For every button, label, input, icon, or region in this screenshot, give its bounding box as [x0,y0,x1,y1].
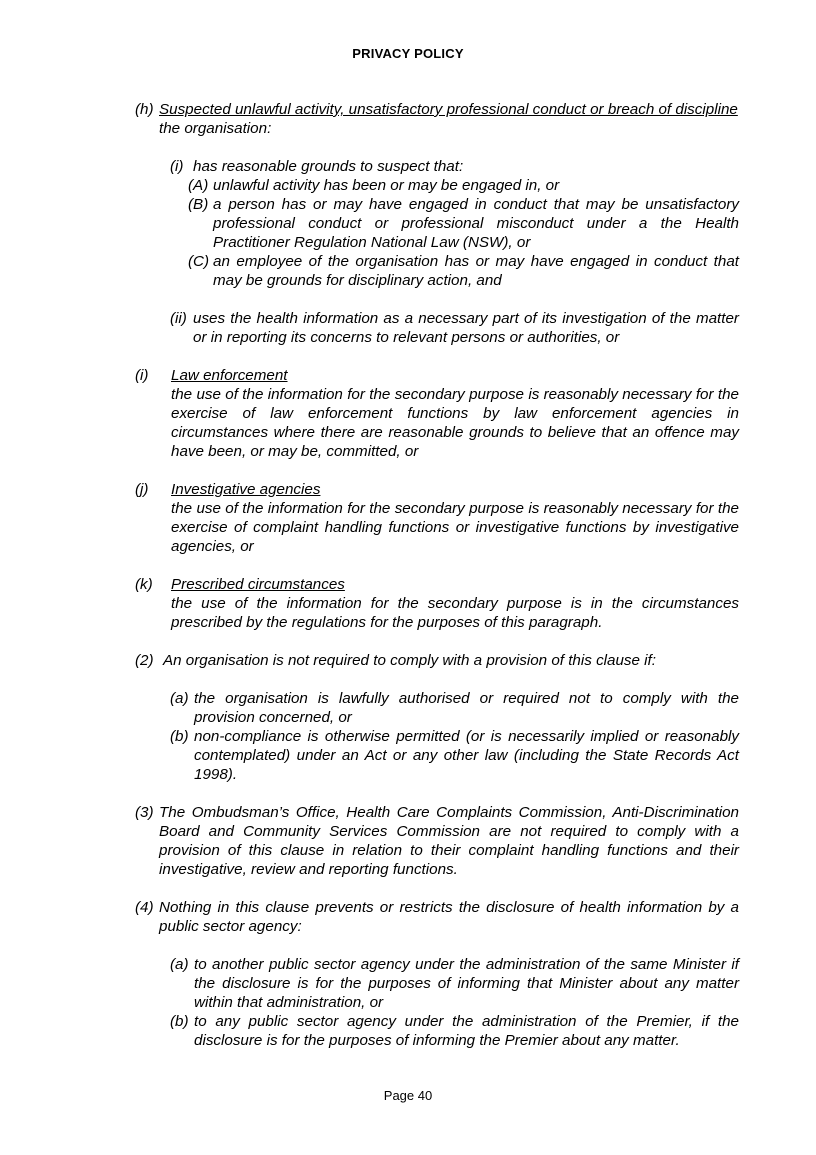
clause-h [135,100,739,138]
page-number: Page 40 [383,1088,433,1103]
clause-i-text: the use of the information for the secondary purpose is reasonably necessary for the exercise of law enforcement functions by law enforcement agencies in circumstances where there are reasonable grounds to believe that an offence may have been, or may be, committed, or [171,386,739,460]
clause-2-a [170,689,739,727]
clause-4-b-label: (b) [170,1013,189,1030]
clause-2-b [170,727,739,784]
clause-2-text: An organisation is not required to comply with a provision of this clause if: [163,652,657,669]
clause-2 [135,651,739,670]
clause-2-b-label: (b) [170,728,189,745]
clause-2-a-label: (a) [170,690,189,707]
clause-k-text: the use of the information for the secondary purpose is in the circumstances prescribed by the regulations for the purposes of this paragraph. [171,595,739,631]
clause-h-i-B [188,195,739,252]
clause-h-heading: Suspected unlawful activity, unsatisfactory professional conduct or breach of discipline [159,101,738,118]
clause-h-i [170,157,739,176]
clause-4-b [170,1012,739,1050]
clause-h-intro: the organisation: [159,120,272,137]
clause-h-i-C-text: an employee of the organisation has or may have engaged in conduct that may be grounds for disciplinary action, and [213,253,739,289]
clause-j [135,480,739,556]
clause-3 [135,803,739,879]
page-header: PRIVACY POLICY [352,46,464,61]
clause-h-i-label: (i) [170,158,184,175]
clause-i-label: (i) [135,367,149,384]
clause-h-ii [170,309,739,347]
clause-4-b-text: to any public sector agency under the administration of the Premier, if the disclosure is for the purposes of informing the Premier about any matter. [194,1013,739,1049]
clause-j-text: the use of the information for the secondary purpose is reasonably necessary for the exercise of complaint handling functions or investigative functions by investigative agencies, or [171,500,739,555]
clause-h-ii-text: uses the health information as a necessary part of its investigation of the matter or in reporting its concerns to relevant persons or authorities, or [193,310,739,346]
clause-h-i-text: has reasonable grounds to suspect that: [193,158,464,175]
clause-h-i-A-label: (A) [188,177,209,194]
clause-k-label: (k) [135,576,153,593]
clause-4-text: Nothing in this clause prevents or restricts the disclosure of health information by a public sector agency: [159,899,739,935]
clause-k [135,575,739,632]
clause-2-a-text: the organisation is lawfully authorised or required not to comply with the provision concerned, or [194,690,739,726]
clause-4 [135,898,739,936]
clause-k-heading: Prescribed circumstances [171,576,345,593]
clause-h-i-A [188,176,739,195]
clause-4-a [170,955,739,1012]
clause-2-label: (2) [135,652,154,669]
clause-i [135,366,739,461]
clause-2-b-text: non-compliance is otherwise permitted (or is necessarily implied or reasonably contemplated) under an Act or any other law (including the State Records Act 1998). [194,728,739,783]
clause-h-i-B-text: a person has or may have engaged in conduct that may be unsatisfactory professional conduct or professional misconduct under a the Health Practitioner Regulation National Law (NSW), or [213,196,739,251]
document-body [0,100,816,1050]
clause-4-a-label: (a) [170,956,189,973]
clause-4-label: (4) [135,899,154,916]
clause-h-ii-label: (ii) [170,310,187,327]
clause-h-i-C [188,252,739,290]
clause-h-i-C-label: (C) [188,253,210,270]
clause-4-a-text: to another public sector agency under the administration of the same Minister if the disclosure is for the purposes of informing that Minister about any matter within that administration, or [194,956,739,1011]
clause-j-label: (j) [135,481,149,498]
clause-h-i-A-text: unlawful activity has been or may be engaged in, or [213,177,560,194]
clause-3-label: (3) [135,804,154,821]
clause-j-heading: Investigative agencies [171,481,321,498]
clause-h-i-B-label: (B) [188,196,209,213]
clause-3-text: The Ombudsman’s Office, Health Care Complaints Commission, Anti-Discrimination Board and Community Services Commission are not required to comply with a provision of this clause in relation to their complaint handling functions and their investigative, review and reporting functions. [159,804,739,878]
clause-i-heading: Law enforcement [171,367,288,384]
clause-h-label: (h) [135,101,154,118]
